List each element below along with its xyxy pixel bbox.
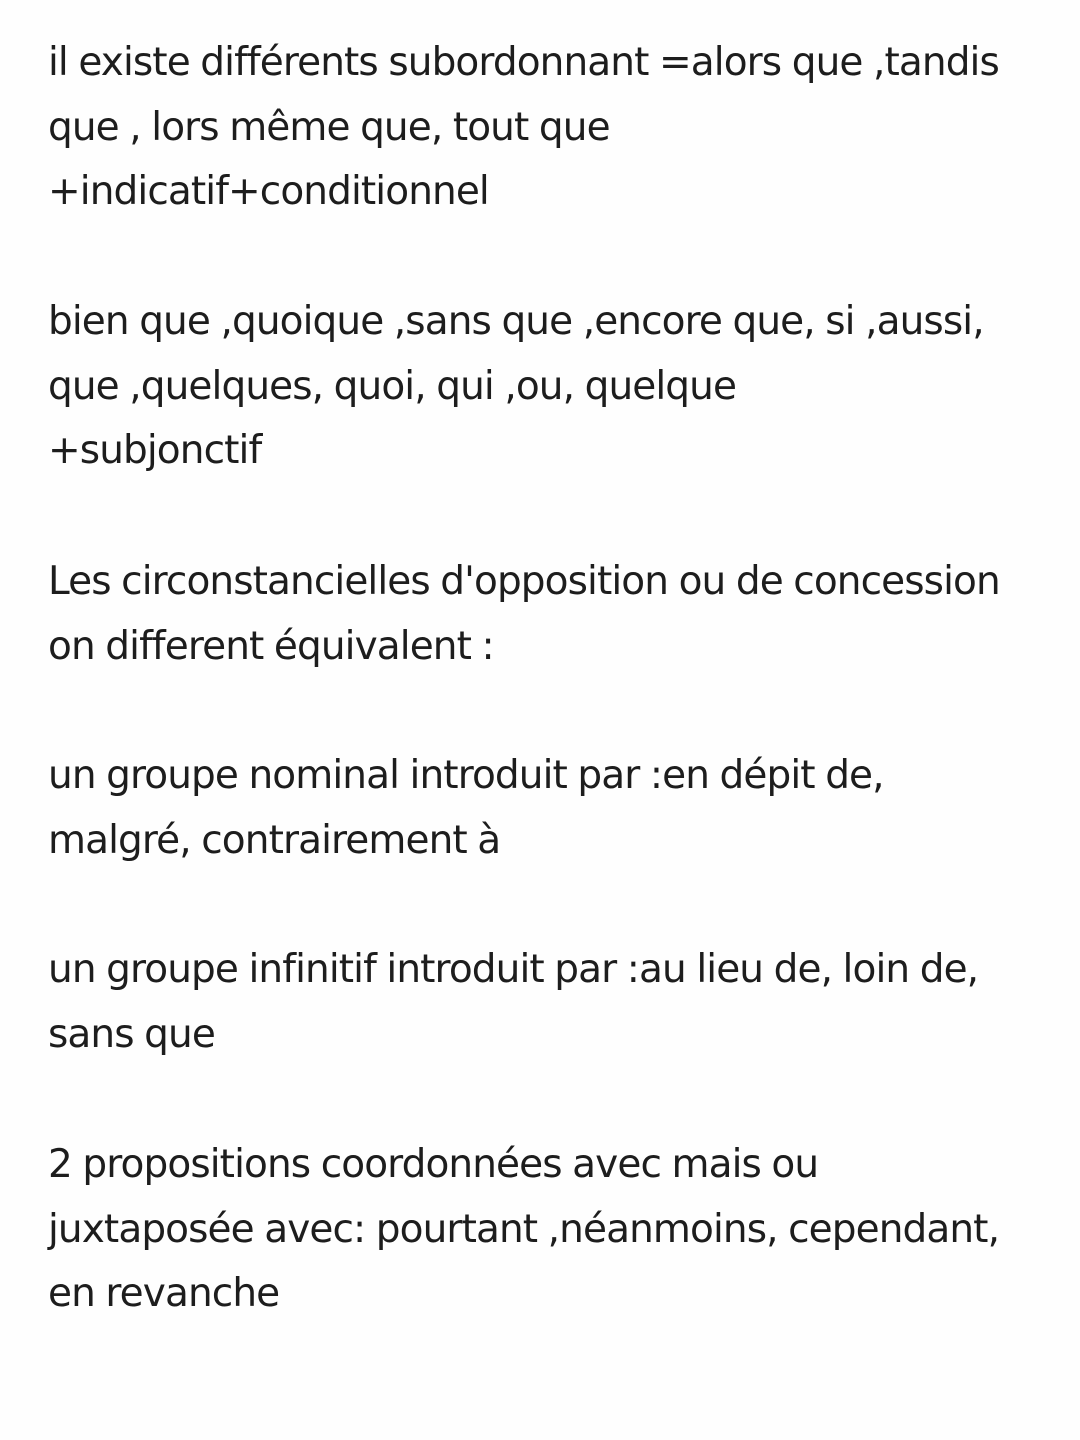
paragraph-groupe-nominal	[48, 744, 1048, 873]
text-line: en revanche	[48, 1271, 280, 1316]
text-line: un groupe nominal introduit par :en dépit de,	[48, 753, 884, 798]
text-line: il existe différents subordonnant =alors que ,tandis	[48, 40, 999, 85]
text-line: bien que ,quoique ,sans que ,encore que, si ,aussi,	[48, 299, 984, 344]
text-line: 2 propositions coordonnées avec mais ou	[48, 1142, 819, 1187]
text-line: un groupe infinitif introduit par :au lieu de, loin de,	[48, 947, 979, 992]
text-line: que ,quelques, quoi, qui ,ou, quelque	[48, 363, 737, 409]
paragraph-subordonnants-subjonctif	[48, 290, 1048, 484]
text-line: +indicatif+conditionnel	[48, 169, 489, 214]
text-line: on different équivalent :	[48, 623, 494, 669]
text-line: que , lors même que, tout que	[48, 104, 610, 150]
text-line: juxtaposée avec: pourtant ,néanmoins, cependant,	[48, 1206, 1000, 1252]
text-line: Les circonstancielles d'opposition ou de concession	[48, 559, 1000, 604]
paragraph-groupe-infinitif	[48, 938, 1048, 1067]
paragraph-equivalents-intro	[48, 550, 1048, 679]
text-line: malgré, contrairement à	[48, 817, 501, 863]
text-line: sans que	[48, 1011, 215, 1057]
paragraph-subordonnants-indicatif	[48, 31, 1048, 225]
text-line: +subjonctif	[48, 428, 262, 473]
paragraph-propositions-coordonnees	[48, 1133, 1048, 1327]
